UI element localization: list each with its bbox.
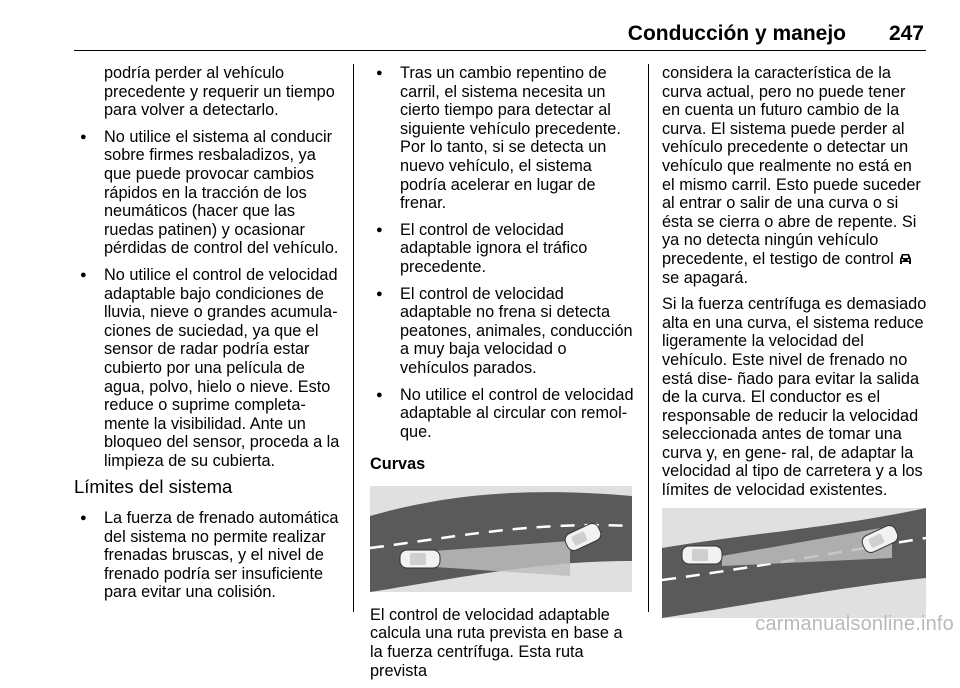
- continued-text: podría perder al vehículo precedente y requerir un tiempo para volver a detectarlo.: [104, 64, 335, 120]
- bullet-item: ● La fuerza de frenado automática del sistema no permite realizar frenadas bruscas, y el nivel de frenado podría ser insuficiente para evitar una colisión.: [74, 509, 340, 602]
- car-warning-icon: [898, 252, 913, 266]
- subsection-heading: Curvas: [370, 455, 426, 474]
- paragraph: [662, 64, 928, 287]
- paragraph-text: se apagará.: [662, 268, 748, 287]
- bullet-list: [74, 509, 340, 602]
- car-own-illustration: [400, 550, 440, 568]
- curve-illustration: [662, 508, 926, 618]
- page-number: 247: [888, 22, 924, 45]
- curve-illustration: [370, 486, 632, 592]
- section-title: Conducción y manejo: [627, 22, 846, 45]
- bullet-item: ● No utilice el control de velocidad adaptable bajo condiciones de lluvia, nieve o grandes acumula- ciones de suciedad, ya que el sensor de radar podría estar cubierto por una película de agua, polvo, hielo o nieve. Esto reduce o suprime completa- mente la visibilidad. Ante un bloqueo del sensor, proceda a la limpieza de su cubierta.: [74, 266, 340, 471]
- paragraph-text: considera la característica de la curva actual, pero no puede tener en cuenta un futuro cambio de la curva. El sistema puede perder al vehículo precedente o detectar un vehículo que realmente no está en el mismo carril. Esto puede suceder al entrar o salir de una curva o si ésta se cierra o abre de repente. Si ya no detecta ningún vehículo precedente, el testigo de control: [662, 64, 921, 268]
- bullet-item: ● No utilice el sistema al conducir sobre firmes resbaladizos, ya que puede provocar cambios rápidos en la tracción de los neumáticos (hacer que las ruedas patinen) y ocasionar pérdidas de control del vehículo.: [74, 128, 340, 258]
- bullet-item: ● El control de velocidad adaptable ignora el tráfico precedente.: [370, 221, 636, 277]
- paragraph: El control de velocidad adaptable calcula una ruta prevista en base a la fuerza centrífuga. Esta ruta prevista: [370, 605, 623, 680]
- column-divider: [353, 64, 354, 612]
- car-own-illustration: [682, 546, 722, 564]
- section-heading: Límites del sistema: [74, 476, 233, 498]
- paragraph: Si la fuerza centrífuga es demasiado alta en una curva, el sistema reduce ligeramente la velocidad del vehículo. Este nivel de frenado no está dise- ñado para evitar la salida de la curva. El conductor es el responsable de reducir la velocidad seleccionada antes de tomar una curva y, en gene- ral, de adaptar la velocidad al tipo de carretera y a los límites de velocidad existentes.: [662, 295, 927, 500]
- column-divider: [648, 64, 649, 612]
- watermark: carmanualsonline.info: [755, 613, 954, 635]
- column-1: [74, 64, 340, 610]
- bullet-list: [74, 128, 340, 471]
- page-header: [74, 0, 926, 51]
- bullet-list: [370, 64, 636, 441]
- bullet-item: ● Tras un cambio repentino de carril, el sistema necesita un cierto tiempo para detectar al siguiente vehículo precedente. Por lo tanto, si se detecta un nuevo vehículo, el sistema podría acelerar en lugar de frenar.: [370, 64, 636, 213]
- bullet-item: ● El control de velocidad adaptable no frena si detecta peatones, animales, conducción a muy baja velocidad o vehículos parados.: [370, 285, 636, 378]
- column-2: [370, 64, 636, 688]
- bullet-item: ● No utilice el control de velocidad adaptable al circular con remol- que.: [370, 386, 636, 442]
- column-3: [662, 64, 928, 632]
